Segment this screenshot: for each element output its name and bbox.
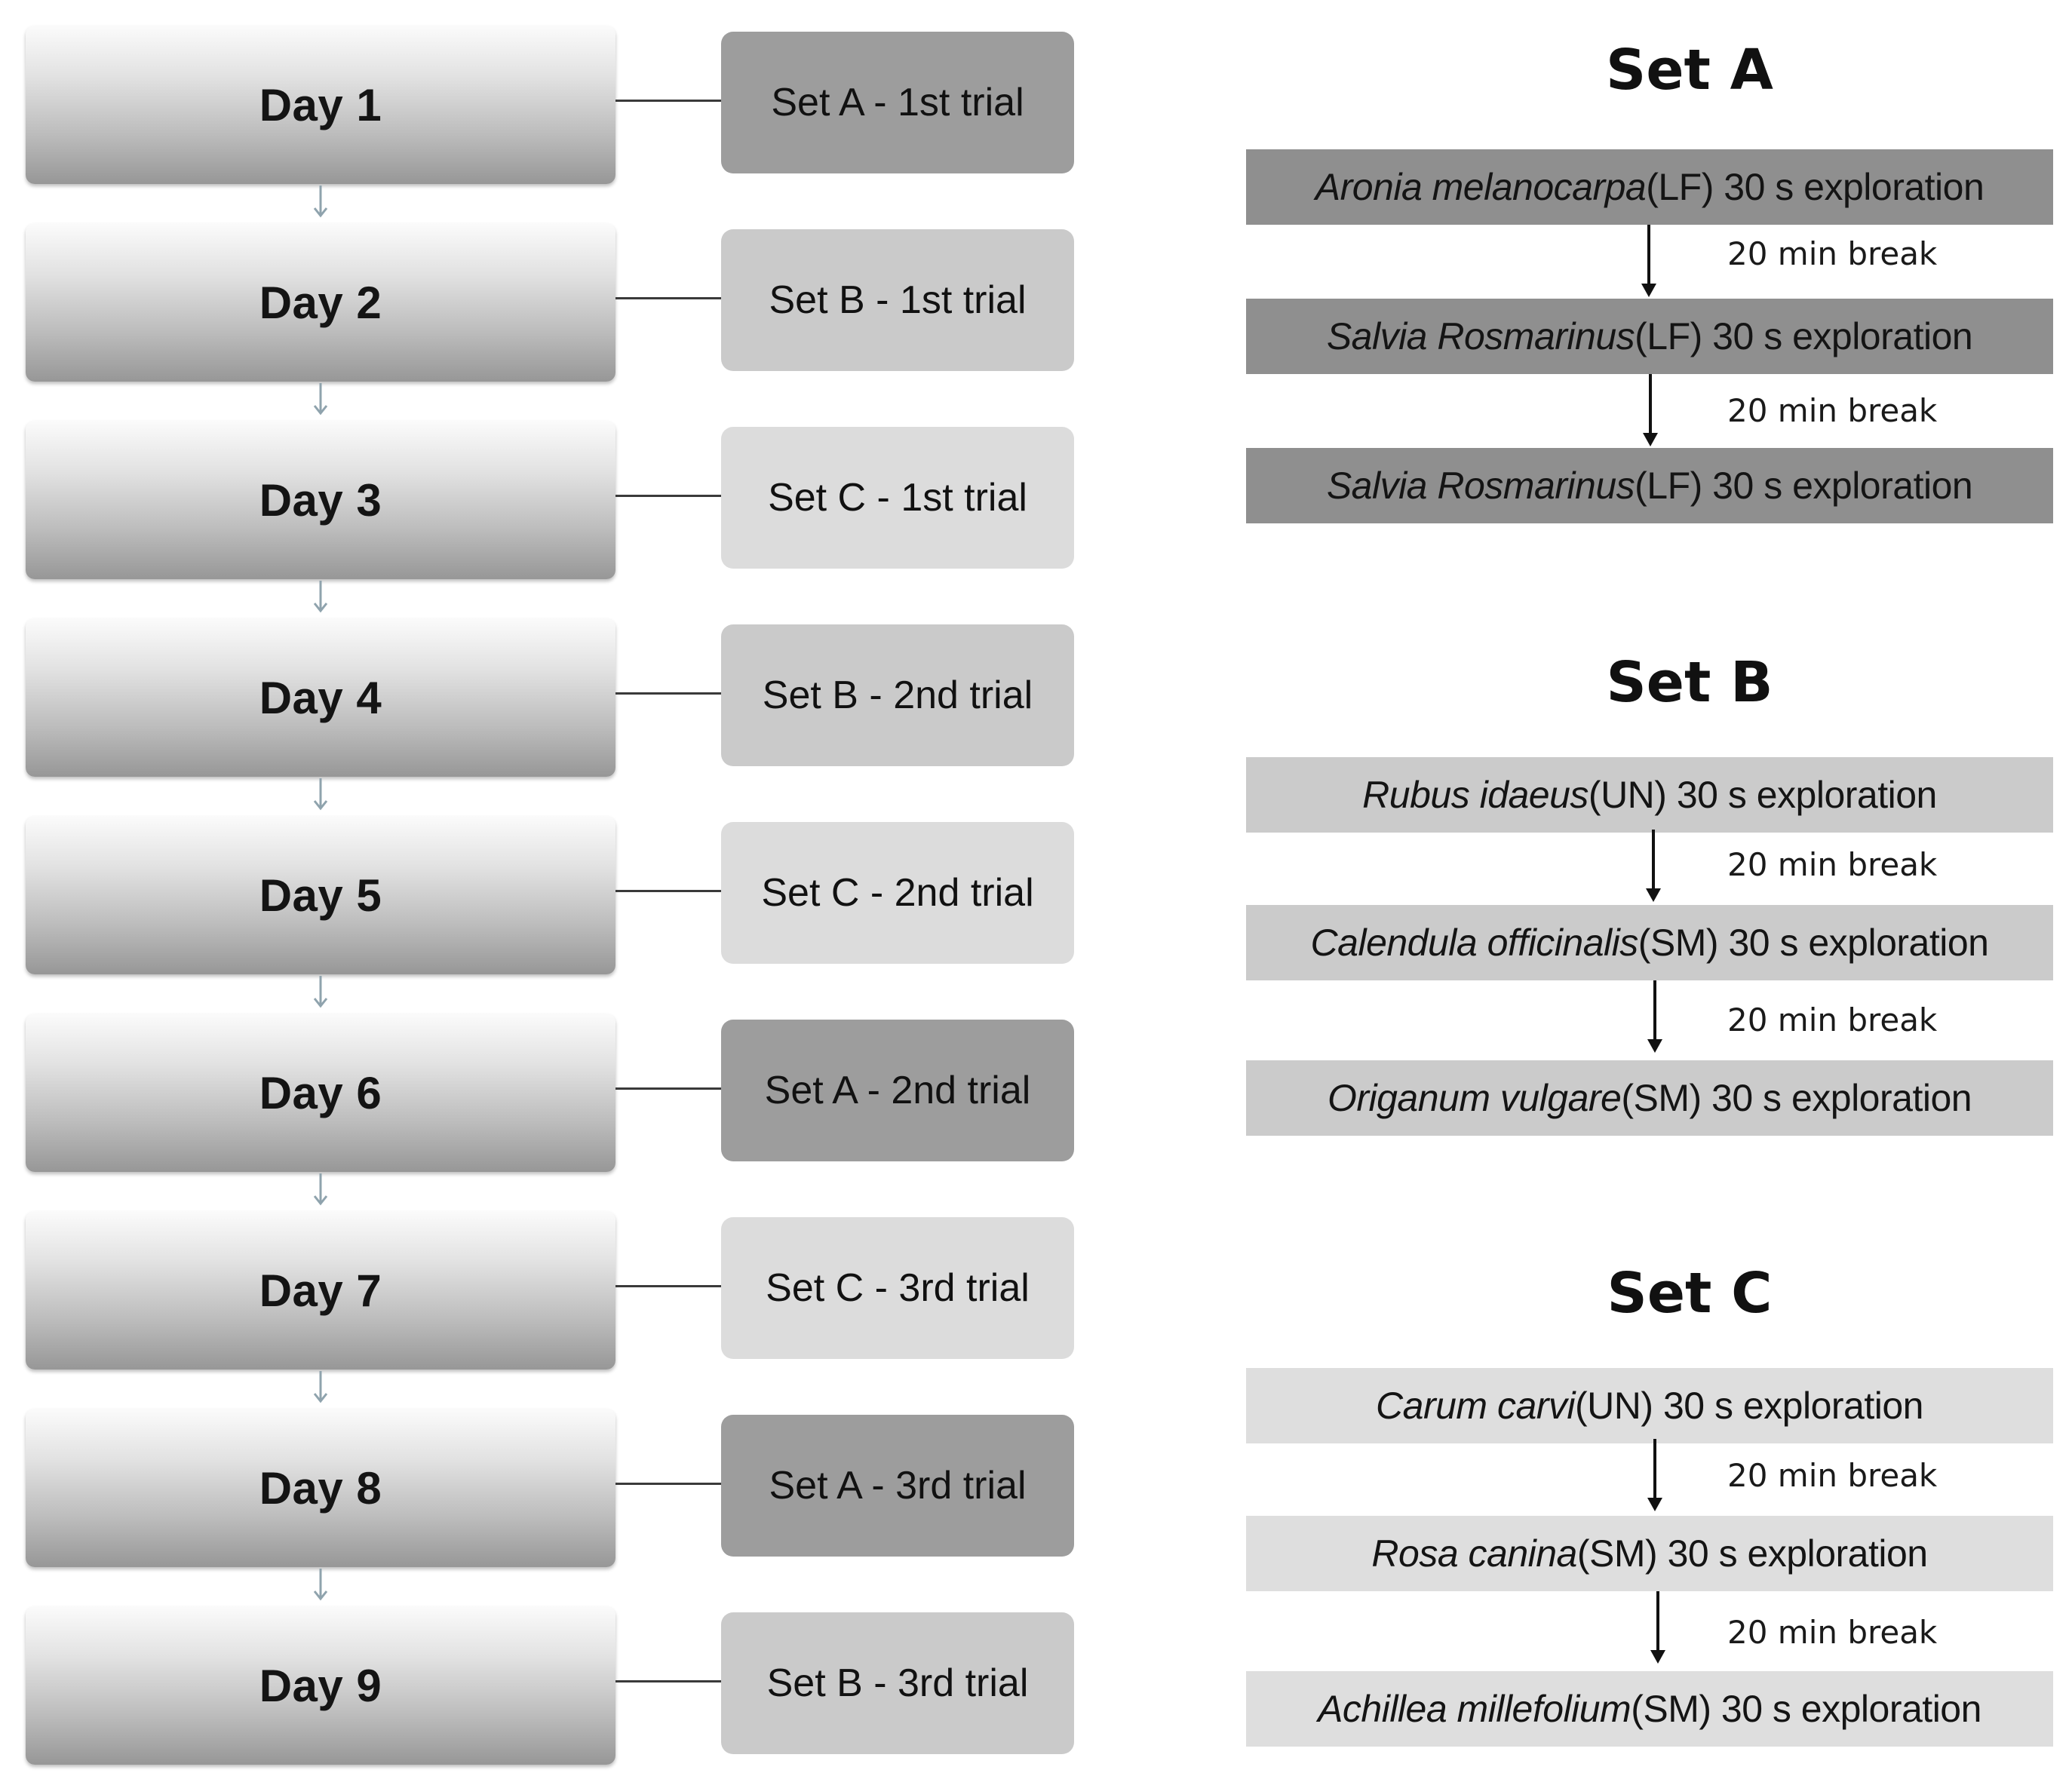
set-trial-box-3 <box>721 427 1074 569</box>
step-detail: (UN) 30 s exploration <box>1575 1385 1923 1427</box>
set-trial-label: Set C - 3rd trial <box>766 1266 1030 1310</box>
set-c-title: Set C <box>1607 1261 1773 1326</box>
set-trial-box-6 <box>721 1020 1074 1161</box>
connector-line <box>615 1483 721 1485</box>
set-c-step-2 <box>1246 1516 2053 1591</box>
set-trial-label: Set B - 3rd trial <box>766 1661 1029 1705</box>
down-arrow-icon <box>312 383 329 416</box>
step-detail: (SM) 30 s exploration <box>1621 1077 1972 1119</box>
set-trial-label: Set C - 2nd trial <box>761 871 1034 915</box>
down-arrow-icon <box>312 1569 329 1602</box>
set-trial-label: Set A - 3rd trial <box>769 1464 1027 1508</box>
species-name: Rosa canina <box>1371 1532 1577 1575</box>
set-a-step-3 <box>1246 448 2053 523</box>
break-label: 20 min break <box>1727 1614 1938 1651</box>
set-b-step-1 <box>1246 757 2053 833</box>
set-trial-box-9 <box>721 1612 1074 1754</box>
day-box-1 <box>26 26 615 184</box>
step-detail: (LF) 30 s exploration <box>1635 315 1973 357</box>
down-arrow-icon <box>1640 225 1658 299</box>
species-name: Aronia melanocarpa <box>1315 166 1647 208</box>
day-label: Day 9 <box>259 1660 382 1711</box>
down-arrow-icon <box>312 778 329 811</box>
set-b-title: Set B <box>1606 650 1773 715</box>
species-name: Origanum vulgare <box>1327 1077 1622 1119</box>
set-a-step-1 <box>1246 149 2053 225</box>
day-label: Day 8 <box>259 1462 382 1514</box>
set-trial-box-1 <box>721 32 1074 173</box>
step-detail: (LF) 30 s exploration <box>1635 465 1973 507</box>
set-trial-label: Set A - 2nd trial <box>764 1069 1031 1112</box>
day-box-8 <box>26 1409 615 1567</box>
connector-line <box>615 692 721 695</box>
day-label: Day 5 <box>259 870 382 921</box>
day-box-9 <box>26 1606 615 1765</box>
break-label: 20 min break <box>1727 846 1938 883</box>
down-arrow-icon <box>1649 1591 1667 1665</box>
day-box-7 <box>26 1211 615 1370</box>
day-box-5 <box>26 816 615 974</box>
set-trial-box-2 <box>721 229 1074 371</box>
break-label: 20 min break <box>1727 1001 1938 1038</box>
step-detail: (LF) 30 s exploration <box>1646 166 1985 208</box>
set-trial-box-7 <box>721 1217 1074 1359</box>
set-trial-box-5 <box>721 822 1074 964</box>
day-label: Day 3 <box>259 474 382 526</box>
species-name: Salvia Rosmarinus <box>1326 465 1635 507</box>
step-detail: (SM) 30 s exploration <box>1576 1532 1928 1575</box>
set-trial-label: Set C - 1st trial <box>768 476 1027 520</box>
connector-line <box>615 100 721 102</box>
species-name: Calendula officinalis <box>1310 922 1638 964</box>
day-label: Day 4 <box>259 672 382 723</box>
species-name: Achillea millefolium <box>1318 1688 1632 1730</box>
down-arrow-icon <box>312 186 329 219</box>
step-detail: (UN) 30 s exploration <box>1588 774 1937 816</box>
day-label: Day 6 <box>259 1067 382 1118</box>
connector-line <box>615 1087 721 1090</box>
down-arrow-icon <box>312 976 329 1009</box>
step-detail: (SM) 30 s exploration <box>1638 922 1989 964</box>
set-c-step-1 <box>1246 1368 2053 1443</box>
break-label: 20 min break <box>1727 1457 1938 1494</box>
set-trial-label: Set B - 1st trial <box>769 278 1027 322</box>
set-a-title: Set A <box>1606 38 1773 103</box>
connector-line <box>615 495 721 497</box>
break-label: 20 min break <box>1727 235 1938 272</box>
set-b-step-3 <box>1246 1060 2053 1136</box>
break-label: 20 min break <box>1727 392 1938 429</box>
set-trial-label: Set A - 1st trial <box>771 81 1024 124</box>
day-label: Day 2 <box>259 277 382 328</box>
step-detail: (SM) 30 s exploration <box>1631 1688 1981 1730</box>
connector-line <box>615 1680 721 1682</box>
connector-line <box>615 890 721 892</box>
down-arrow-icon <box>312 581 329 614</box>
connector-line <box>615 297 721 299</box>
down-arrow-icon <box>1646 1439 1664 1513</box>
set-trial-box-4 <box>721 624 1074 766</box>
set-c-step-3 <box>1246 1671 2053 1747</box>
down-arrow-icon <box>312 1173 329 1207</box>
set-trial-label: Set B - 2nd trial <box>762 673 1033 717</box>
species-name: Salvia Rosmarinus <box>1326 315 1635 357</box>
down-arrow-icon <box>1644 830 1662 903</box>
species-name: Carum carvi <box>1376 1385 1576 1427</box>
day-label: Day 1 <box>259 79 382 130</box>
day-box-3 <box>26 421 615 579</box>
species-name: Rubus idaeus <box>1362 774 1589 816</box>
day-label: Day 7 <box>259 1265 382 1316</box>
down-arrow-icon <box>312 1371 329 1404</box>
down-arrow-icon <box>1641 374 1659 448</box>
down-arrow-icon <box>1646 980 1664 1054</box>
set-a-step-2 <box>1246 299 2053 374</box>
connector-line <box>615 1285 721 1287</box>
set-trial-box-8 <box>721 1415 1074 1557</box>
set-b-step-2 <box>1246 905 2053 980</box>
day-box-4 <box>26 618 615 777</box>
day-box-6 <box>26 1014 615 1172</box>
day-box-2 <box>26 223 615 382</box>
